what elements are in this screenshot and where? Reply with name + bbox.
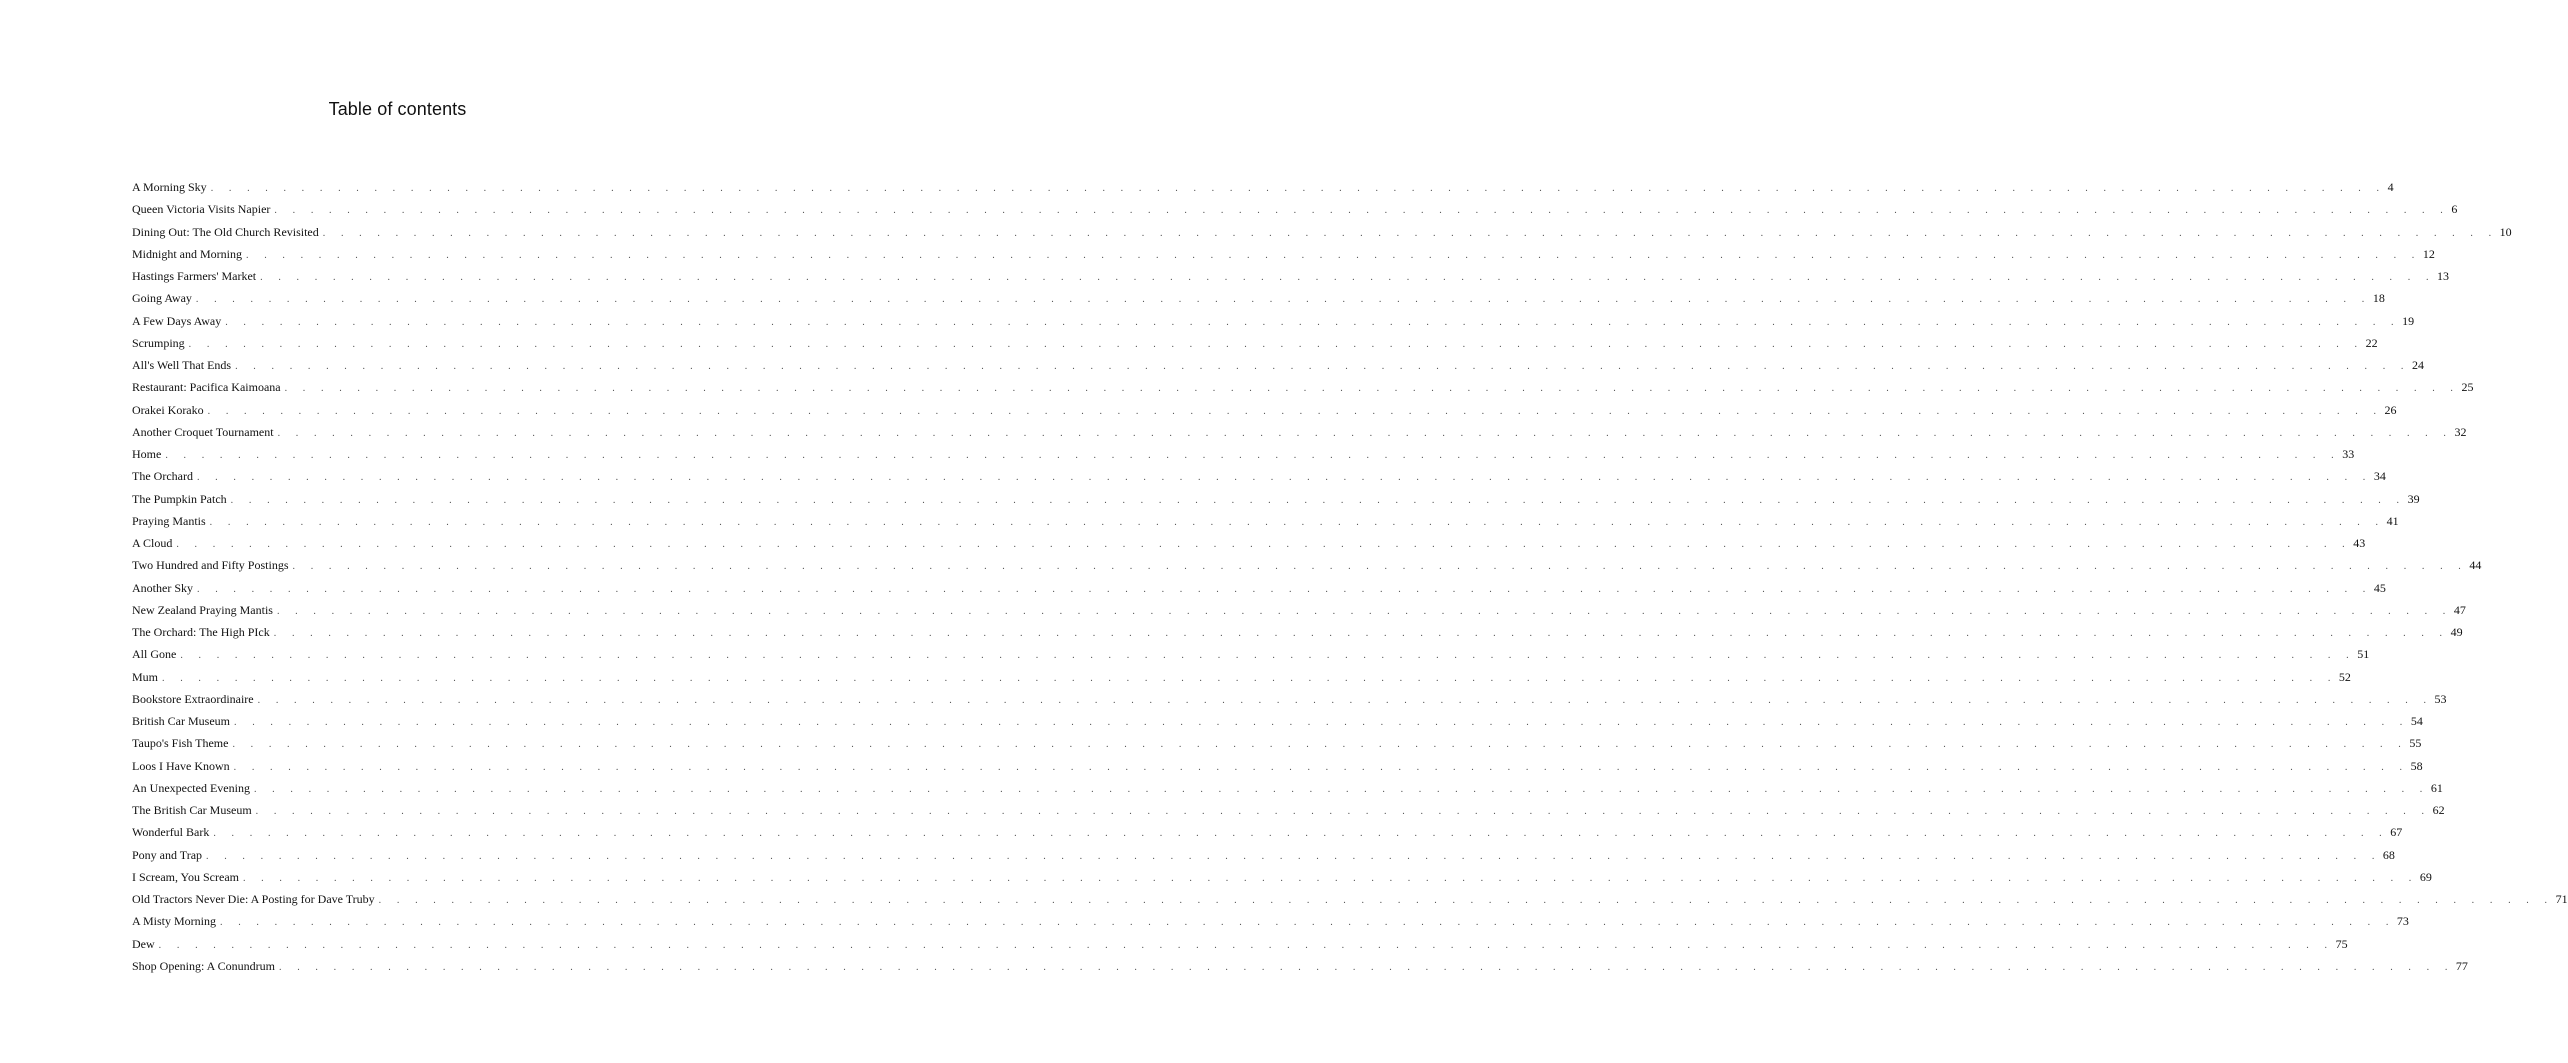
toc-page-number: 49 [2450,625,2463,639]
toc-page-number: 4 [2387,180,2394,194]
toc-page-number: 67 [2390,825,2403,840]
toc-entry[interactable] [132,755,2423,777]
toc-page-number: 51 [2357,647,2370,662]
dot-leader: . . . . . . . . . . . . . . . . . . . . . . . . . . . . . . . . . . . . . . . . . . . . . . . . . . . . . . . . . . . . . . . . . . . . . . . . . . . . . . . . . . . . . . . . . . . . . . . . . . . . . . . . . . . . . . . . . . . . . . . . [158,939,2334,951]
toc-entry[interactable] [132,376,2474,398]
dot-leader: . . . . . . . . . . . . . . . . . . . . . . . . . . . . . . . . . . . . . . . . . . . . . . . . . . . . . . . . . . . . . . . . . . . . . . . . . . . . . . . . . . . . . . . . . . . . . . . . . . . . . . . . . . . . . . . . . . . . . . . . [235,361,2410,372]
toc-page-number: 68 [2382,847,2395,862]
toc-entry-title: Wonderful Bark [132,825,210,840]
toc-entry[interactable] [132,799,2445,821]
dot-leader: . . . . . . . . . . . . . . . . . . . . . . . . . . . . . . . . . . . . . . . . . . . . . . . . . . . . . . . . . . . . . . . . . . . . . . . . . . . . . . . . . . . . . . . . . . . . . . . . . . . . . . . . . . . . . . . . . . . . . . . . [284,383,2460,395]
toc-entry[interactable] [132,354,2424,376]
dot-leader: . . . . . . . . . . . . . . . . . . . . . . . . . . . . . . . . . . . . . . . . . . . . . . . . . . . . . . . . . . . . . . . . . . . . . . . . . . . . . . . . . . . . . . . . . . . . . . . . . . . . . . . . . . . . . . . . . . . . . . . . [260,272,2436,283]
toc-entry[interactable] [132,688,2447,710]
toc-entry[interactable] [132,888,2568,910]
dot-leader: . . . . . . . . . . . . . . . . . . . . . . . . . . . . . . . . . . . . . . . . . . . . . . . . . . . . . . . . . . . . . . . . . . . . . . . . . . . . . . . . . . . . . . . . . . . . . . . . . . . . . . . . . . . . . . . . . . . . . . . . [292,561,2468,573]
dot-leader: . . . . . . . . . . . . . . . . . . . . . . . . . . . . . . . . . . . . . . . . . . . . . . . . . . . . . . . . . . . . . . . . . . . . . . . . . . . . . . . . . . . . . . . . . . . . . . . . . . . . . . . . . . . . . . . . . . . . . . . . [180,650,2356,662]
dot-leader: . . . . . . . . . . . . . . . . . . . . . . . . . . . . . . . . . . . . . . . . . . . . . . . . . . . . . . . . . . . . . . . . . . . . . . . . . . . . . . . . . . . . . . . . . . . . . . . . . . . . . . . . . . . . . . . . . . . . . . . . [253,783,2429,795]
toc-page-number: 69 [2419,869,2432,884]
toc-page-number: 52 [2338,669,2351,684]
toc-entry[interactable] [132,844,2395,866]
toc-page-number: 39 [2407,491,2420,506]
toc-entry[interactable] [132,955,2468,977]
toc-entry[interactable] [132,554,2482,576]
toc-entry[interactable] [132,821,2403,843]
dot-leader: . . . . . . . . . . . . . . . . . . . . . . . . . . . . . . . . . . . . . . . . . . . . . . . . . . . . . . . . . . . . . . . . . . . . . . . . . . . . . . . . . . . . . . . . . . . . . . . . . . . . . . . . . . . . . . . . . . . . . . . . [233,761,2409,773]
toc-entry[interactable] [132,265,2450,287]
toc-entry[interactable] [132,176,2394,198]
dot-leader: . . . . . . . . . . . . . . . . . . . . . . . . . . . . . . . . . . . . . . . . . . . . . . . . . . . . . . . . . . . . . . . . . . . . . . . . . . . . . . . . . . . . . . . . . . . . . . . . . . . . . . . . . . . . . . . . . . . . . . . . [225,316,2401,328]
toc-entry-title: Another Sky [132,580,193,595]
dot-leader: . . . . . . . . . . . . . . . . . . . . . . . . . . . . . . . . . . . . . . . . . . . . . . . . . . . . . . . . . . . . . . . . . . . . . . . . . . . . . . . . . . . . . . . . . . . . . . . . . . . . . . . . . . . . . . . . . . . . . . . . [230,494,2406,506]
toc-entry-title: A Few Days Away [132,313,222,328]
dot-leader: . . . . . . . . . . . . . . . . . . . . . . . . . . . . . . . . . . . . . . . . . . . . . . . . . . . . . . . . . . . . . . . . . . . . . . . . . . . . . . . . . . . . . . . . . . . . . . . . . . . . . . . . . . . . . . . . . . . . . . . . [197,583,2372,595]
dot-leader: . . . . . . . . . . . . . . . . . . . . . . . . . . . . . . . . . . . . . . . . . . . . . . . . . . . . . . . . . . . . . . . . . . . . . . . . . . . . . . . . . . . . . . . . . . . . . . . . . . . . . . . . . . . . . . . . . . . . . . . . [209,516,2385,528]
dot-leader: . . . . . . . . . . . . . . . . . . . . . . . . . . . . . . . . . . . . . . . . . . . . . . . . . . . . . . . . . . . . . . . . . . . . . . . . . . . . . . . . . . . . . . . . . . . . . . . . . . . . . . . . . . . . . . . . . . . . . . . . [274,205,2450,217]
dot-leader: . . . . . . . . . . . . . . . . . . . . . . . . . . . . . . . . . . . . . . . . . . . . . . . . . . . . . . . . . . . . . . . . . . . . . . . . . . . . . . . . . . . . . . . . . . . . . . . . . . . . . . . . . . . . . . . . . . . . . . . . [378,895,2554,906]
toc-page-number: 73 [2396,914,2409,929]
toc-entry[interactable] [132,198,2458,220]
toc-entry-title: A Cloud [132,536,173,550]
dot-leader: . . . . . . . . . . . . . . . . . . . . . . . . . . . . . . . . . . . . . . . . . . . . . . . . . . . . . . . . . . . . . . . . . . . . . . . . . . . . . . . . . . . . . . . . . . . . . . . . . . . . . . . . . . . . . . . . . . . . . . . . [246,249,2421,261]
dot-leader: . . . . . . . . . . . . . . . . . . . . . . . . . . . . . . . . . . . . . . . . . . . . . . . . . . . . . . . . . . . . . . . . . . . . . . . . . . . . . . . . . . . . . . . . . . . . . . . . . . . . . . . . . . . . . . . . . . . . . . . . [273,628,2449,639]
toc-entry[interactable] [132,287,2385,309]
toc-entry[interactable] [132,866,2432,888]
toc-entry-title: The Orchard: The High PIck [132,625,270,639]
dot-leader: . . . . . . . . . . . . . . . . . . . . . . . . . . . . . . . . . . . . . . . . . . . . . . . . . . . . . . . . . . . . . . . . . . . . . . . . . . . . . . . . . . . . . . . . . . . . . . . . . . . . . . . . . . . . . . . . . . . . . . . . [322,227,2498,239]
toc-entry-title: Queen Victoria Visits Napier [132,202,271,217]
dot-leader: . . . . . . . . . . . . . . . . . . . . . . . . . . . . . . . . . . . . . . . . . . . . . . . . . . . . . . . . . . . . . . . . . . . . . . . . . . . . . . . . . . . . . . . . . . . . . . . . . . . . . . . . . . . . . . . . . . . . . . . . [196,472,2372,484]
toc-page-number: 24 [2412,358,2424,372]
toc-page-number: 58 [2410,758,2423,773]
toc-page-number: 12 [2422,246,2435,261]
toc-entry[interactable] [132,933,2348,955]
dot-leader: . . . . . . . . . . . . . . . . . . . . . . . . . . . . . . . . . . . . . . . . . . . . . . . . . . . . . . . . . . . . . . . . . . . . . . . . . . . . . . . . . . . . . . . . . . . . . . . . . . . . . . . . . . . . . . . . . . . . . . . . [206,850,2381,862]
toc-entry-title: Home [132,447,162,461]
dot-leader: . . . . . . . . . . . . . . . . . . . . . . . . . . . . . . . . . . . . . . . . . . . . . . . . . . . . . . . . . . . . . . . . . . . . . . . . . . . . . . . . . . . . . . . . . . . . . . . . . . . . . . . . . . . . . . . . . . . . . . . . [277,427,2453,439]
toc-entry-title: The British Car Museum [132,803,252,817]
dot-leader: . . . . . . . . . . . . . . . . . . . . . . . . . . . . . . . . . . . . . . . . . . . . . . . . . . . . . . . . . . . . . . . . . . . . . . . . . . . . . . . . . . . . . . . . . . . . . . . . . . . . . . . . . . . . . . . . . . . . . . . . [234,717,2409,728]
toc-entry[interactable] [132,577,2386,599]
toc-entry[interactable] [132,421,2467,443]
toc-entry-title: Praying Mantis [132,513,206,528]
toc-entry[interactable] [132,310,2415,332]
toc-entry-title: Taupo's Fish Theme [132,736,229,751]
toc-entry[interactable] [132,777,2443,799]
toc-entry[interactable] [132,443,2355,465]
toc-entry-title: British Car Museum [132,714,230,728]
toc-entry[interactable] [132,710,2423,732]
dot-leader: . . . . . . . . . . . . . . . . . . . . . . . . . . . . . . . . . . . . . . . . . . . . . . . . . . . . . . . . . . . . . . . . . . . . . . . . . . . . . . . . . . . . . . . . . . . . . . . . . . . . . . . . . . . . . . . . . . . . . . . . [232,739,2408,751]
toc-entry-title: Hastings Farmers' Market [132,269,257,283]
toc-entry-title: Dining Out: The Old Church Revisited [132,224,319,239]
toc-entry-title: Shop Opening: A Conundrum [132,958,276,973]
toc-entry-title: Mum [132,669,159,684]
toc-page-number: 62 [2432,803,2445,817]
toc-page-number: 77 [2455,958,2468,973]
dot-leader: . . . . . . . . . . . . . . . . . . . . . . . . . . . . . . . . . . . . . . . . . . . . . . . . . . . . . . . . . . . . . . . . . . . . . . . . . . . . . . . . . . . . . . . . . . . . . . . . . . . . . . . . . . . . . . . . . . . . . . . . [176,539,2352,550]
toc-page-number: 75 [2335,936,2348,951]
dot-leader: . . . . . . . . . . . . . . . . . . . . . . . . . . . . . . . . . . . . . . . . . . . . . . . . . . . . . . . . . . . . . . . . . . . . . . . . . . . . . . . . . . . . . . . . . . . . . . . . . . . . . . . . . . . . . . . . . . . . . . . . [242,872,2418,884]
toc-page-number: 22 [2365,335,2378,350]
dot-leader: . . . . . . . . . . . . . . . . . . . . . . . . . . . . . . . . . . . . . . . . . . . . . . . . . . . . . . . . . . . . . . . . . . . . . . . . . . . . . . . . . . . . . . . . . . . . . . . . . . . . . . . . . . . . . . . . . . . . . . . . [165,450,2341,461]
toc-entry[interactable] [132,510,2399,532]
toc-entry-title: Pony and Trap [132,847,203,862]
dot-leader: . . . . . . . . . . . . . . . . . . . . . . . . . . . . . . . . . . . . . . . . . . . . . . . . . . . . . . . . . . . . . . . . . . . . . . . . . . . . . . . . . . . . . . . . . . . . . . . . . . . . . . . . . . . . . . . . . . . . . . . . [162,672,2337,684]
toc-page-number: 13 [2437,269,2450,283]
toc-entry-title: Scrumping [132,335,185,350]
toc-entry-title: Orakei Korako [132,402,204,417]
toc-entry[interactable] [132,621,2463,643]
dot-leader: . . . . . . . . . . . . . . . . . . . . . . . . . . . . . . . . . . . . . . . . . . . . . . . . . . . . . . . . . . . . . . . . . . . . . . . . . . . . . . . . . . . . . . . . . . . . . . . . . . . . . . . . . . . . . . . . . . . . . . . . [207,405,2383,417]
toc-entry-title: The Orchard [132,469,193,484]
toc-entry[interactable] [132,488,2420,510]
page-title: Table of contents [328,99,467,119]
toc-entry-title: Loos I Have Known [132,758,230,773]
toc-entry[interactable] [132,910,2409,932]
toc-page-number: 10 [2499,224,2512,239]
toc-page-number: 47 [2453,602,2466,617]
dot-leader: . . . . . . . . . . . . . . . . . . . . . . . . . . . . . . . . . . . . . . . . . . . . . . . . . . . . . . . . . . . . . . . . . . . . . . . . . . . . . . . . . . . . . . . . . . . . . . . . . . . . . . . . . . . . . . . . . . . . . . . . [257,694,2433,706]
toc-entry[interactable] [132,243,2435,265]
toc-page-number: 33 [2342,447,2355,461]
toc-entry-title: Two Hundred and Fifty Postings [132,558,289,573]
toc-page-number: 61 [2430,780,2443,795]
toc-page-number: 45 [2373,580,2386,595]
toc-page-number: 6 [2451,202,2458,217]
toc-entry-title: An Unexpected Evening [132,780,250,795]
toc-page-number: 43 [2353,536,2366,550]
toc-entry-title: Bookstore Extraordinaire [132,691,254,706]
toc-page-number: 32 [2454,424,2467,439]
dot-leader: . . . . . . . . . . . . . . . . . . . . . . . . . . . . . . . . . . . . . . . . . . . . . . . . . . . . . . . . . . . . . . . . . . . . . . . . . . . . . . . . . . . . . . . . . . . . . . . . . . . . . . . . . . . . . . . . . . . . . . . . [210,183,2386,194]
dot-leader: . . . . . . . . . . . . . . . . . . . . . . . . . . . . . . . . . . . . . . . . . . . . . . . . . . . . . . . . . . . . . . . . . . . . . . . . . . . . . . . . . . . . . . . . . . . . . . . . . . . . . . . . . . . . . . . . . . . . . . . . [255,806,2431,817]
toc-entry-title: Old Tractors Never Die: A Posting for Dave Truby [132,892,375,906]
toc-entry-title: A Misty Morning [132,914,217,929]
toc-page-number: 25 [2461,380,2474,395]
toc-page-number: 55 [2409,736,2422,751]
dot-leader: . . . . . . . . . . . . . . . . . . . . . . . . . . . . . . . . . . . . . . . . . . . . . . . . . . . . . . . . . . . . . . . . . . . . . . . . . . . . . . . . . . . . . . . . . . . . . . . . . . . . . . . . . . . . . . . . . . . . . . . . [279,961,2454,973]
toc-page-number: 44 [2469,558,2482,573]
toc-page-number: 26 [2384,402,2397,417]
toc-entry[interactable] [132,465,2386,487]
toc-entry-title: Restaurant: Pacifica Kaimoana [132,380,281,395]
toc-entry[interactable] [132,221,2512,243]
toc-entry[interactable] [132,599,2466,621]
toc-page-number: 18 [2372,291,2385,306]
dot-leader: . . . . . . . . . . . . . . . . . . . . . . . . . . . . . . . . . . . . . . . . . . . . . . . . . . . . . . . . . . . . . . . . . . . . . . . . . . . . . . . . . . . . . . . . . . . . . . . . . . . . . . . . . . . . . . . . . . . . . . . . [213,828,2389,840]
toc-entry-title: I Scream, You Scream [132,869,239,884]
dot-leader: . . . . . . . . . . . . . . . . . . . . . . . . . . . . . . . . . . . . . . . . . . . . . . . . . . . . . . . . . . . . . . . . . . . . . . . . . . . . . . . . . . . . . . . . . . . . . . . . . . . . . . . . . . . . . . . . . . . . . . . . [195,294,2371,306]
table-of-contents [132,176,2568,977]
toc-entry-title: Midnight and Morning [132,246,242,261]
dot-leader: . . . . . . . . . . . . . . . . . . . . . . . . . . . . . . . . . . . . . . . . . . . . . . . . . . . . . . . . . . . . . . . . . . . . . . . . . . . . . . . . . . . . . . . . . . . . . . . . . . . . . . . . . . . . . . . . . . . . . . . . [220,917,2395,929]
toc-entry[interactable] [132,666,2351,688]
toc-entry[interactable] [132,732,2422,754]
toc-page-number: 41 [2386,513,2399,528]
toc-entry[interactable] [132,332,2378,354]
toc-entry-title: The Pumpkin Patch [132,491,227,506]
toc-entry[interactable] [132,399,2397,421]
toc-entry-title: New Zealand Praying Mantis [132,602,273,617]
toc-entry-title: Another Croquet Tournament [132,424,274,439]
toc-entry[interactable] [132,643,2370,665]
toc-page-number: 54 [2410,714,2423,728]
toc-entry-title: All's Well That Ends [132,358,232,372]
toc-page-number: 34 [2373,469,2386,484]
toc-page-number: 53 [2434,691,2447,706]
dot-leader: . . . . . . . . . . . . . . . . . . . . . . . . . . . . . . . . . . . . . . . . . . . . . . . . . . . . . . . . . . . . . . . . . . . . . . . . . . . . . . . . . . . . . . . . . . . . . . . . . . . . . . . . . . . . . . . . . . . . . . . . [276,605,2452,617]
dot-leader: . . . . . . . . . . . . . . . . . . . . . . . . . . . . . . . . . . . . . . . . . . . . . . . . . . . . . . . . . . . . . . . . . . . . . . . . . . . . . . . . . . . . . . . . . . . . . . . . . . . . . . . . . . . . . . . . . . . . . . . . [188,338,2364,350]
toc-page-number: 19 [2402,313,2415,328]
toc-entry-title: Dew [132,936,155,951]
toc-entry[interactable] [132,532,2366,554]
toc-page-number: 71 [2555,892,2568,906]
toc-entry-title: A Morning Sky [132,180,207,194]
toc-entry-title: Going Away [132,291,192,306]
toc-entry-title: All Gone [132,647,177,662]
